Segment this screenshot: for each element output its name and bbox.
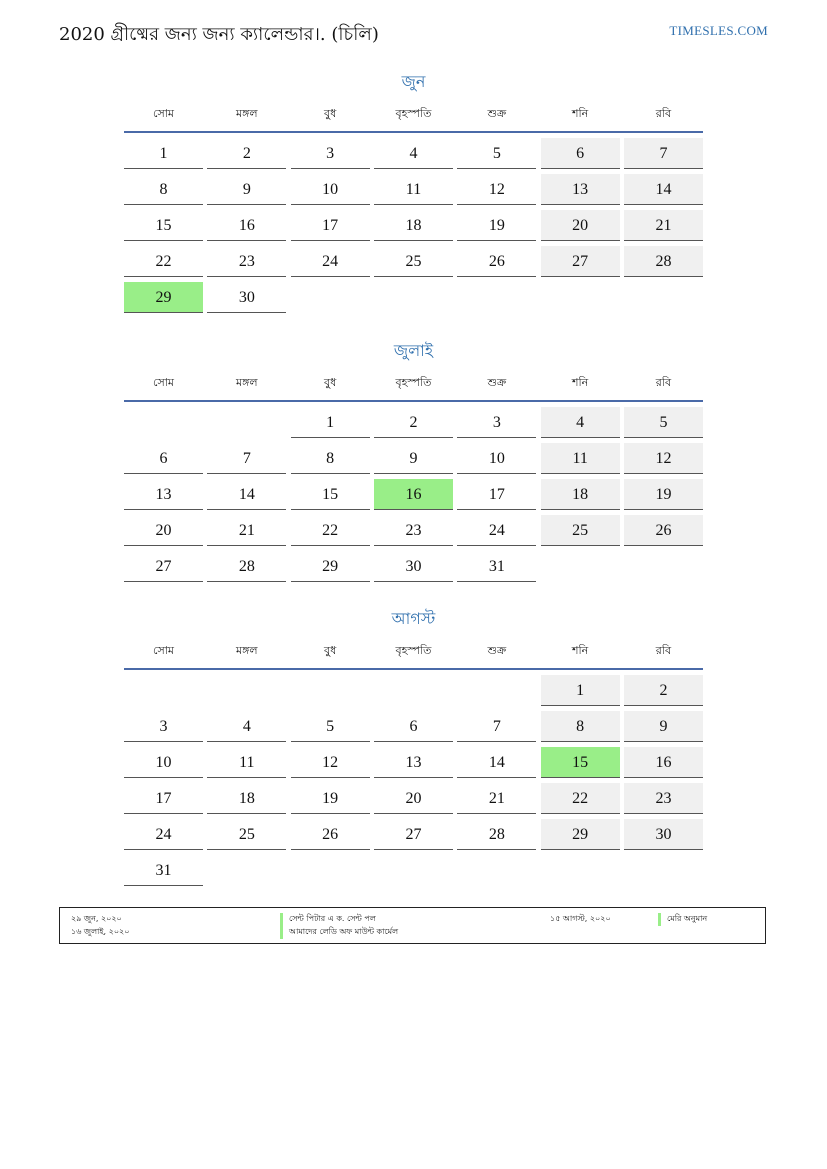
day-cell[interactable]: 9	[207, 174, 286, 205]
empty-cell	[374, 282, 453, 313]
day-cell[interactable]: 18	[374, 210, 453, 241]
day-cell[interactable]: 20	[124, 515, 203, 546]
weekday-label: শনি	[572, 107, 589, 120]
month-title: জুন	[401, 72, 426, 91]
weekday-label: মঙ্গল	[236, 107, 258, 120]
empty-cell	[291, 675, 370, 706]
day-cell[interactable]: 6	[374, 711, 453, 742]
day-cell[interactable]: 16	[624, 747, 703, 778]
weekday-label: রবি	[655, 644, 672, 657]
day-cell[interactable]: 22	[124, 246, 203, 277]
day-cell[interactable]: 14	[207, 479, 286, 510]
day-cell[interactable]: 1	[124, 138, 203, 169]
day-cell[interactable]: 30	[624, 819, 703, 850]
site-link[interactable]: TIMESLES.COM	[669, 23, 768, 38]
day-cell[interactable]: 12	[291, 747, 370, 778]
day-cell[interactable]: 3	[124, 711, 203, 742]
empty-cell	[541, 282, 620, 313]
legend-name: সেন্ট পিটার এ ক. সেন্ট পল	[280, 913, 376, 926]
day-cell[interactable]: 18	[541, 479, 620, 510]
day-cell[interactable]: 3	[291, 138, 370, 169]
day-cell[interactable]: 11	[374, 174, 453, 205]
week-row	[124, 282, 703, 313]
day-cell[interactable]: 21	[457, 783, 536, 814]
day-grid	[124, 407, 703, 582]
day-grid	[124, 138, 703, 313]
day-cell[interactable]: 11	[207, 747, 286, 778]
day-cell[interactable]: 21	[624, 210, 703, 241]
weekday-label: বুধ	[324, 107, 337, 120]
day-cell[interactable]: 30	[374, 551, 453, 582]
page-title: 2020 গ্রীষ্মের জন্য জন্য ক্যালেন্ডার।. (চিলি)	[59, 24, 379, 45]
day-cell[interactable]: 6	[124, 443, 203, 474]
day-cell[interactable]: 26	[624, 515, 703, 546]
week-row	[124, 407, 703, 438]
week-row	[124, 246, 703, 277]
empty-cell	[457, 675, 536, 706]
day-cell[interactable]: 5	[457, 138, 536, 169]
day-cell[interactable]: 30	[207, 282, 286, 313]
day-cell[interactable]: 17	[457, 479, 536, 510]
day-cell[interactable]: 17	[291, 210, 370, 241]
day-cell[interactable]: 22	[541, 783, 620, 814]
day-cell[interactable]: 10	[457, 443, 536, 474]
day-cell[interactable]: 11	[541, 443, 620, 474]
holiday-day-cell[interactable]: 16	[374, 479, 453, 510]
empty-cell	[374, 855, 453, 886]
empty-cell	[541, 855, 620, 886]
empty-cell	[291, 855, 370, 886]
empty-cell	[624, 551, 703, 582]
day-cell[interactable]: 19	[457, 210, 536, 241]
empty-cell	[207, 407, 286, 438]
empty-cell	[207, 675, 286, 706]
day-cell[interactable]: 19	[291, 783, 370, 814]
week-row	[124, 819, 703, 850]
day-cell[interactable]: 8	[124, 174, 203, 205]
weekday-label: বৃহস্পতি	[395, 107, 432, 120]
day-cell[interactable]: 4	[207, 711, 286, 742]
day-cell[interactable]: 16	[207, 210, 286, 241]
day-cell[interactable]: 2	[624, 675, 703, 706]
week-row	[124, 443, 703, 474]
day-cell[interactable]: 24	[124, 819, 203, 850]
day-cell[interactable]: 14	[624, 174, 703, 205]
day-cell[interactable]: 24	[457, 515, 536, 546]
day-cell[interactable]: 5	[291, 711, 370, 742]
weekday-header	[124, 101, 703, 133]
week-row	[124, 747, 703, 778]
day-cell[interactable]: 4	[541, 407, 620, 438]
day-cell[interactable]: 13	[124, 479, 203, 510]
empty-cell	[207, 855, 286, 886]
week-row	[124, 138, 703, 169]
empty-cell	[291, 282, 370, 313]
day-cell[interactable]: 23	[207, 246, 286, 277]
month-title: জুলাই	[393, 341, 434, 360]
day-cell[interactable]: 7	[457, 711, 536, 742]
empty-cell	[624, 855, 703, 886]
day-cell[interactable]: 25	[541, 515, 620, 546]
weekday-label: বুধ	[324, 376, 337, 389]
day-cell[interactable]: 26	[457, 246, 536, 277]
weekday-label: মঙ্গল	[236, 376, 258, 389]
day-cell[interactable]: 2	[374, 407, 453, 438]
empty-cell	[624, 282, 703, 313]
day-cell[interactable]: 13	[374, 747, 453, 778]
day-cell[interactable]: 15	[124, 210, 203, 241]
week-row	[124, 675, 703, 706]
empty-cell	[457, 282, 536, 313]
month-block	[124, 339, 703, 587]
day-cell[interactable]: 28	[207, 551, 286, 582]
day-cell[interactable]: 12	[624, 443, 703, 474]
empty-cell	[541, 551, 620, 582]
day-cell[interactable]: 15	[291, 479, 370, 510]
day-cell[interactable]: 27	[374, 819, 453, 850]
day-cell[interactable]: 8	[541, 711, 620, 742]
holiday-day-cell[interactable]: 15	[541, 747, 620, 778]
day-cell[interactable]: 3	[457, 407, 536, 438]
legend-date: ১৫ আগস্ট, ২০২০	[550, 914, 611, 923]
legend-date: ১৬ জুলাই, ২০২০	[71, 927, 130, 936]
day-cell[interactable]: 10	[291, 174, 370, 205]
month-block	[124, 70, 703, 318]
empty-cell	[374, 675, 453, 706]
week-row	[124, 515, 703, 546]
empty-cell	[124, 675, 203, 706]
empty-cell	[457, 855, 536, 886]
day-cell[interactable]: 19	[624, 479, 703, 510]
day-cell[interactable]: 10	[124, 747, 203, 778]
day-cell[interactable]: 24	[291, 246, 370, 277]
weekday-label: বৃহস্পতি	[395, 644, 432, 657]
weekday-header	[124, 638, 703, 670]
day-cell[interactable]: 12	[457, 174, 536, 205]
weekday-label: বৃহস্পতি	[395, 376, 432, 389]
day-cell[interactable]: 20	[374, 783, 453, 814]
legend-date: ২৯ জুন, ২০২০	[71, 914, 122, 923]
day-cell[interactable]: 20	[541, 210, 620, 241]
day-cell[interactable]: 22	[291, 515, 370, 546]
week-row	[124, 855, 703, 886]
day-cell[interactable]: 5	[624, 407, 703, 438]
weekday-label: রবি	[655, 376, 672, 389]
day-grid	[124, 675, 703, 886]
day-cell[interactable]: 23	[374, 515, 453, 546]
day-cell[interactable]: 8	[291, 443, 370, 474]
month-block	[124, 607, 703, 891]
day-cell[interactable]: 1	[541, 675, 620, 706]
weekday-label: শুক্র	[487, 644, 507, 657]
holiday-day-cell[interactable]: 29	[124, 282, 203, 313]
legend-name: মেরি অনুমান	[658, 913, 707, 926]
week-row	[124, 210, 703, 241]
day-cell[interactable]: 7	[207, 443, 286, 474]
day-cell[interactable]: 23	[624, 783, 703, 814]
day-cell[interactable]: 2	[207, 138, 286, 169]
day-cell[interactable]: 9	[624, 711, 703, 742]
day-cell[interactable]: 28	[624, 246, 703, 277]
weekday-label: বুধ	[324, 644, 337, 657]
day-cell[interactable]: 25	[374, 246, 453, 277]
day-cell[interactable]: 21	[207, 515, 286, 546]
day-cell[interactable]: 31	[457, 551, 536, 582]
weekday-label: শুক্র	[487, 107, 507, 120]
day-cell[interactable]: 6	[541, 138, 620, 169]
weekday-label: সোম	[152, 107, 175, 120]
week-row	[124, 783, 703, 814]
weekday-label: শনি	[572, 644, 589, 657]
weekday-label: সোম	[152, 644, 175, 657]
week-row	[124, 711, 703, 742]
holiday-legend	[59, 907, 766, 944]
weekday-label: সোম	[152, 376, 175, 389]
day-cell[interactable]: 31	[124, 855, 203, 886]
empty-cell	[124, 407, 203, 438]
weekday-label: শনি	[572, 376, 589, 389]
weekday-label: রবি	[655, 107, 672, 120]
week-row	[124, 479, 703, 510]
day-cell[interactable]: 9	[374, 443, 453, 474]
weekday-label: শুক্র	[487, 376, 507, 389]
day-cell[interactable]: 13	[541, 174, 620, 205]
day-cell[interactable]: 1	[291, 407, 370, 438]
day-cell[interactable]: 28	[457, 819, 536, 850]
day-cell[interactable]: 26	[291, 819, 370, 850]
legend-name: আমাদের লেডি অফ মাউন্ট কার্মেল	[280, 926, 398, 939]
weekday-label: মঙ্গল	[236, 644, 258, 657]
day-cell[interactable]: 14	[457, 747, 536, 778]
day-cell[interactable]: 18	[207, 783, 286, 814]
day-cell[interactable]: 25	[207, 819, 286, 850]
weekday-header	[124, 370, 703, 402]
day-cell[interactable]: 27	[124, 551, 203, 582]
week-row	[124, 551, 703, 582]
day-cell[interactable]: 4	[374, 138, 453, 169]
day-cell[interactable]: 29	[291, 551, 370, 582]
day-cell[interactable]: 27	[541, 246, 620, 277]
day-cell[interactable]: 29	[541, 819, 620, 850]
day-cell[interactable]: 17	[124, 783, 203, 814]
week-row	[124, 174, 703, 205]
day-cell[interactable]: 7	[624, 138, 703, 169]
month-title: আগস্ট	[391, 609, 436, 628]
